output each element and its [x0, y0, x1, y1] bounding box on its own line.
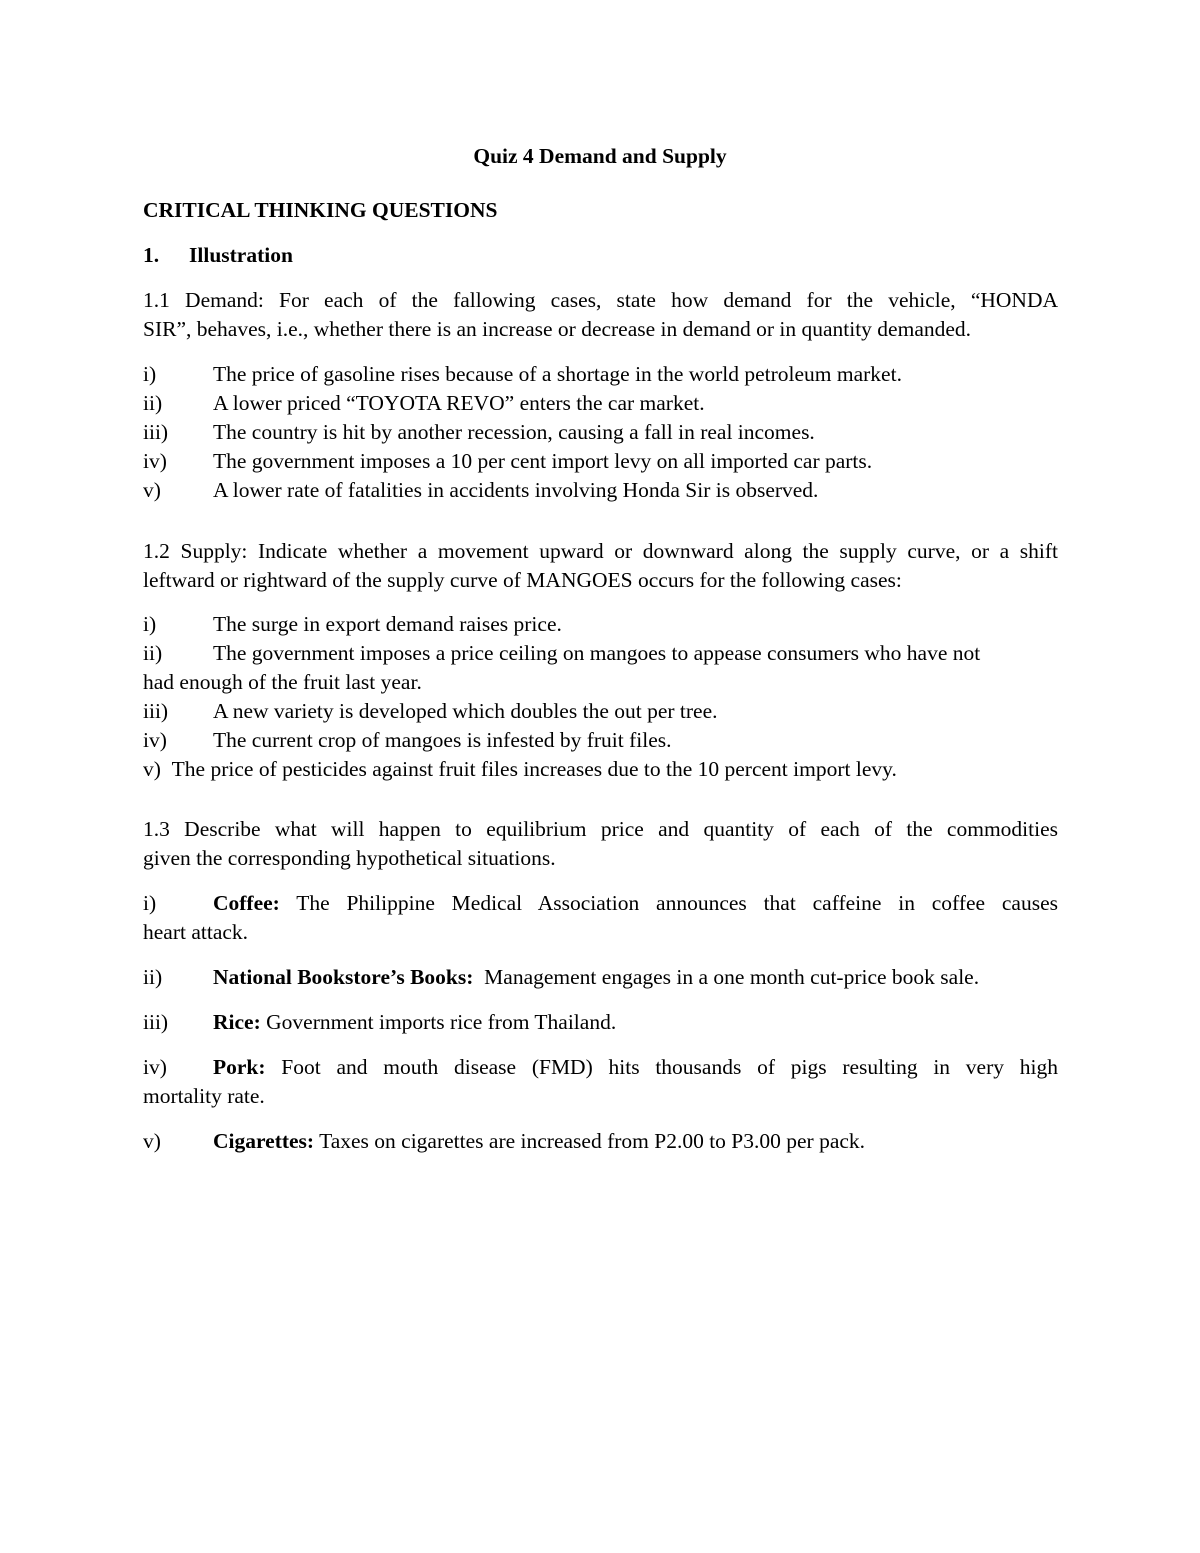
list-text: Management engages in a one month cut-price book sale. — [473, 965, 980, 989]
list-marker: i) — [143, 612, 157, 636]
list-marker: iv) — [143, 449, 167, 473]
list-text: A new variety is developed which doubles the out per tree. — [213, 699, 718, 723]
list-text: The government imposes a 10 per cent import levy on all imported car parts. — [213, 449, 873, 473]
q11-intro-line-1: 1.1 Demand: For each of the fallowing cases, state how demand for the vehicle, “HONDA — [143, 288, 1058, 312]
list-item — [143, 697, 1058, 726]
list-item — [143, 1008, 1058, 1037]
list-text: The current crop of mangoes is infested by fruit files. — [213, 728, 672, 752]
item-1-label: Illustration — [189, 243, 293, 267]
list-text: Government imports rice from Thailand. — [260, 1010, 617, 1034]
list-item-continuation: heart attack. — [143, 920, 249, 944]
commodity-label: National Bookstore’s Books: — [213, 965, 474, 989]
list-item — [143, 639, 1058, 668]
q12-intro-line-1: 1.2 Supply: Indicate whether a movement upward or downward along the supply curve, or a shift — [143, 539, 1058, 563]
list-item — [143, 1053, 1058, 1082]
list-item — [143, 610, 1058, 639]
list-item-continuation: had enough of the fruit last year. — [143, 670, 422, 694]
list-item-continuation: mortality rate. — [143, 1084, 265, 1108]
list-marker: iv) — [143, 728, 167, 752]
commodity-label: Rice: — [213, 1010, 261, 1034]
list-text: Taxes on cigarettes are increased from P2.00 to P3.00 per pack. — [314, 1129, 866, 1153]
item-1-heading — [143, 241, 1058, 270]
list-text: The Philippine Medical Association announces that caffeine in coffee causes — [279, 891, 1058, 915]
list-marker: ii) — [143, 391, 163, 415]
list-text: The surge in export demand raises price. — [213, 612, 562, 636]
q13-intro-line-1: 1.3 Describe what will happen to equilibrium price and quantity of each of the commodities — [143, 817, 1058, 841]
list-marker: ii) — [143, 641, 163, 665]
list-text: The country is hit by another recession, causing a fall in real incomes. — [213, 420, 815, 444]
commodity-label: Pork: — [213, 1055, 266, 1079]
list-marker: ii) — [143, 965, 163, 989]
list-item — [143, 889, 1058, 918]
list-text: Foot and mouth disease (FMD) hits thousands of pigs resulting in very high — [265, 1055, 1058, 1079]
section-heading: CRITICAL THINKING QUESTIONS — [143, 198, 498, 222]
list-item — [143, 418, 1058, 447]
list-item — [143, 389, 1058, 418]
q12-intro-line-2: leftward or rightward of the supply curve of MANGOES occurs for the following cases: — [143, 568, 902, 592]
list-text: A lower priced “TOYOTA REVO” enters the car market. — [213, 391, 705, 415]
list-marker: iii) — [143, 1010, 169, 1034]
list-marker: v) — [143, 478, 161, 502]
list-item — [143, 360, 1058, 389]
list-item — [143, 476, 1058, 505]
list-item — [143, 1127, 1058, 1156]
list-marker: iv) — [143, 1055, 167, 1079]
q11-intro-line-2: SIR”, behaves, i.e., whether there is an increase or decrease in demand or in quantity demanded. — [143, 317, 972, 341]
list-marker: i) — [143, 891, 157, 915]
item-1-number: 1. — [143, 243, 160, 267]
list-marker: v) — [143, 1129, 161, 1153]
list-text: The price of pesticides against fruit files increases due to the 10 percent import levy. — [171, 757, 897, 781]
list-marker: v) — [143, 757, 161, 781]
list-marker: iii) — [143, 420, 169, 444]
list-item — [143, 447, 1058, 476]
list-marker: iii) — [143, 699, 169, 723]
list-text: A lower rate of fatalities in accidents involving Honda Sir is observed. — [213, 478, 819, 502]
page-title: Quiz 4 Demand and Supply — [473, 144, 727, 168]
list-item — [143, 726, 1058, 755]
list-item — [143, 963, 1058, 992]
list-text: The government imposes a price ceiling on mangoes to appease consumers who have not — [213, 641, 981, 665]
list-item — [143, 755, 1058, 784]
commodity-label: Coffee: — [213, 891, 280, 915]
list-marker: i) — [143, 362, 157, 386]
commodity-label: Cigarettes: — [213, 1129, 315, 1153]
q13-intro-line-2: given the corresponding hypothetical situations. — [143, 846, 556, 870]
list-text: The price of gasoline rises because of a shortage in the world petroleum market. — [213, 362, 902, 386]
